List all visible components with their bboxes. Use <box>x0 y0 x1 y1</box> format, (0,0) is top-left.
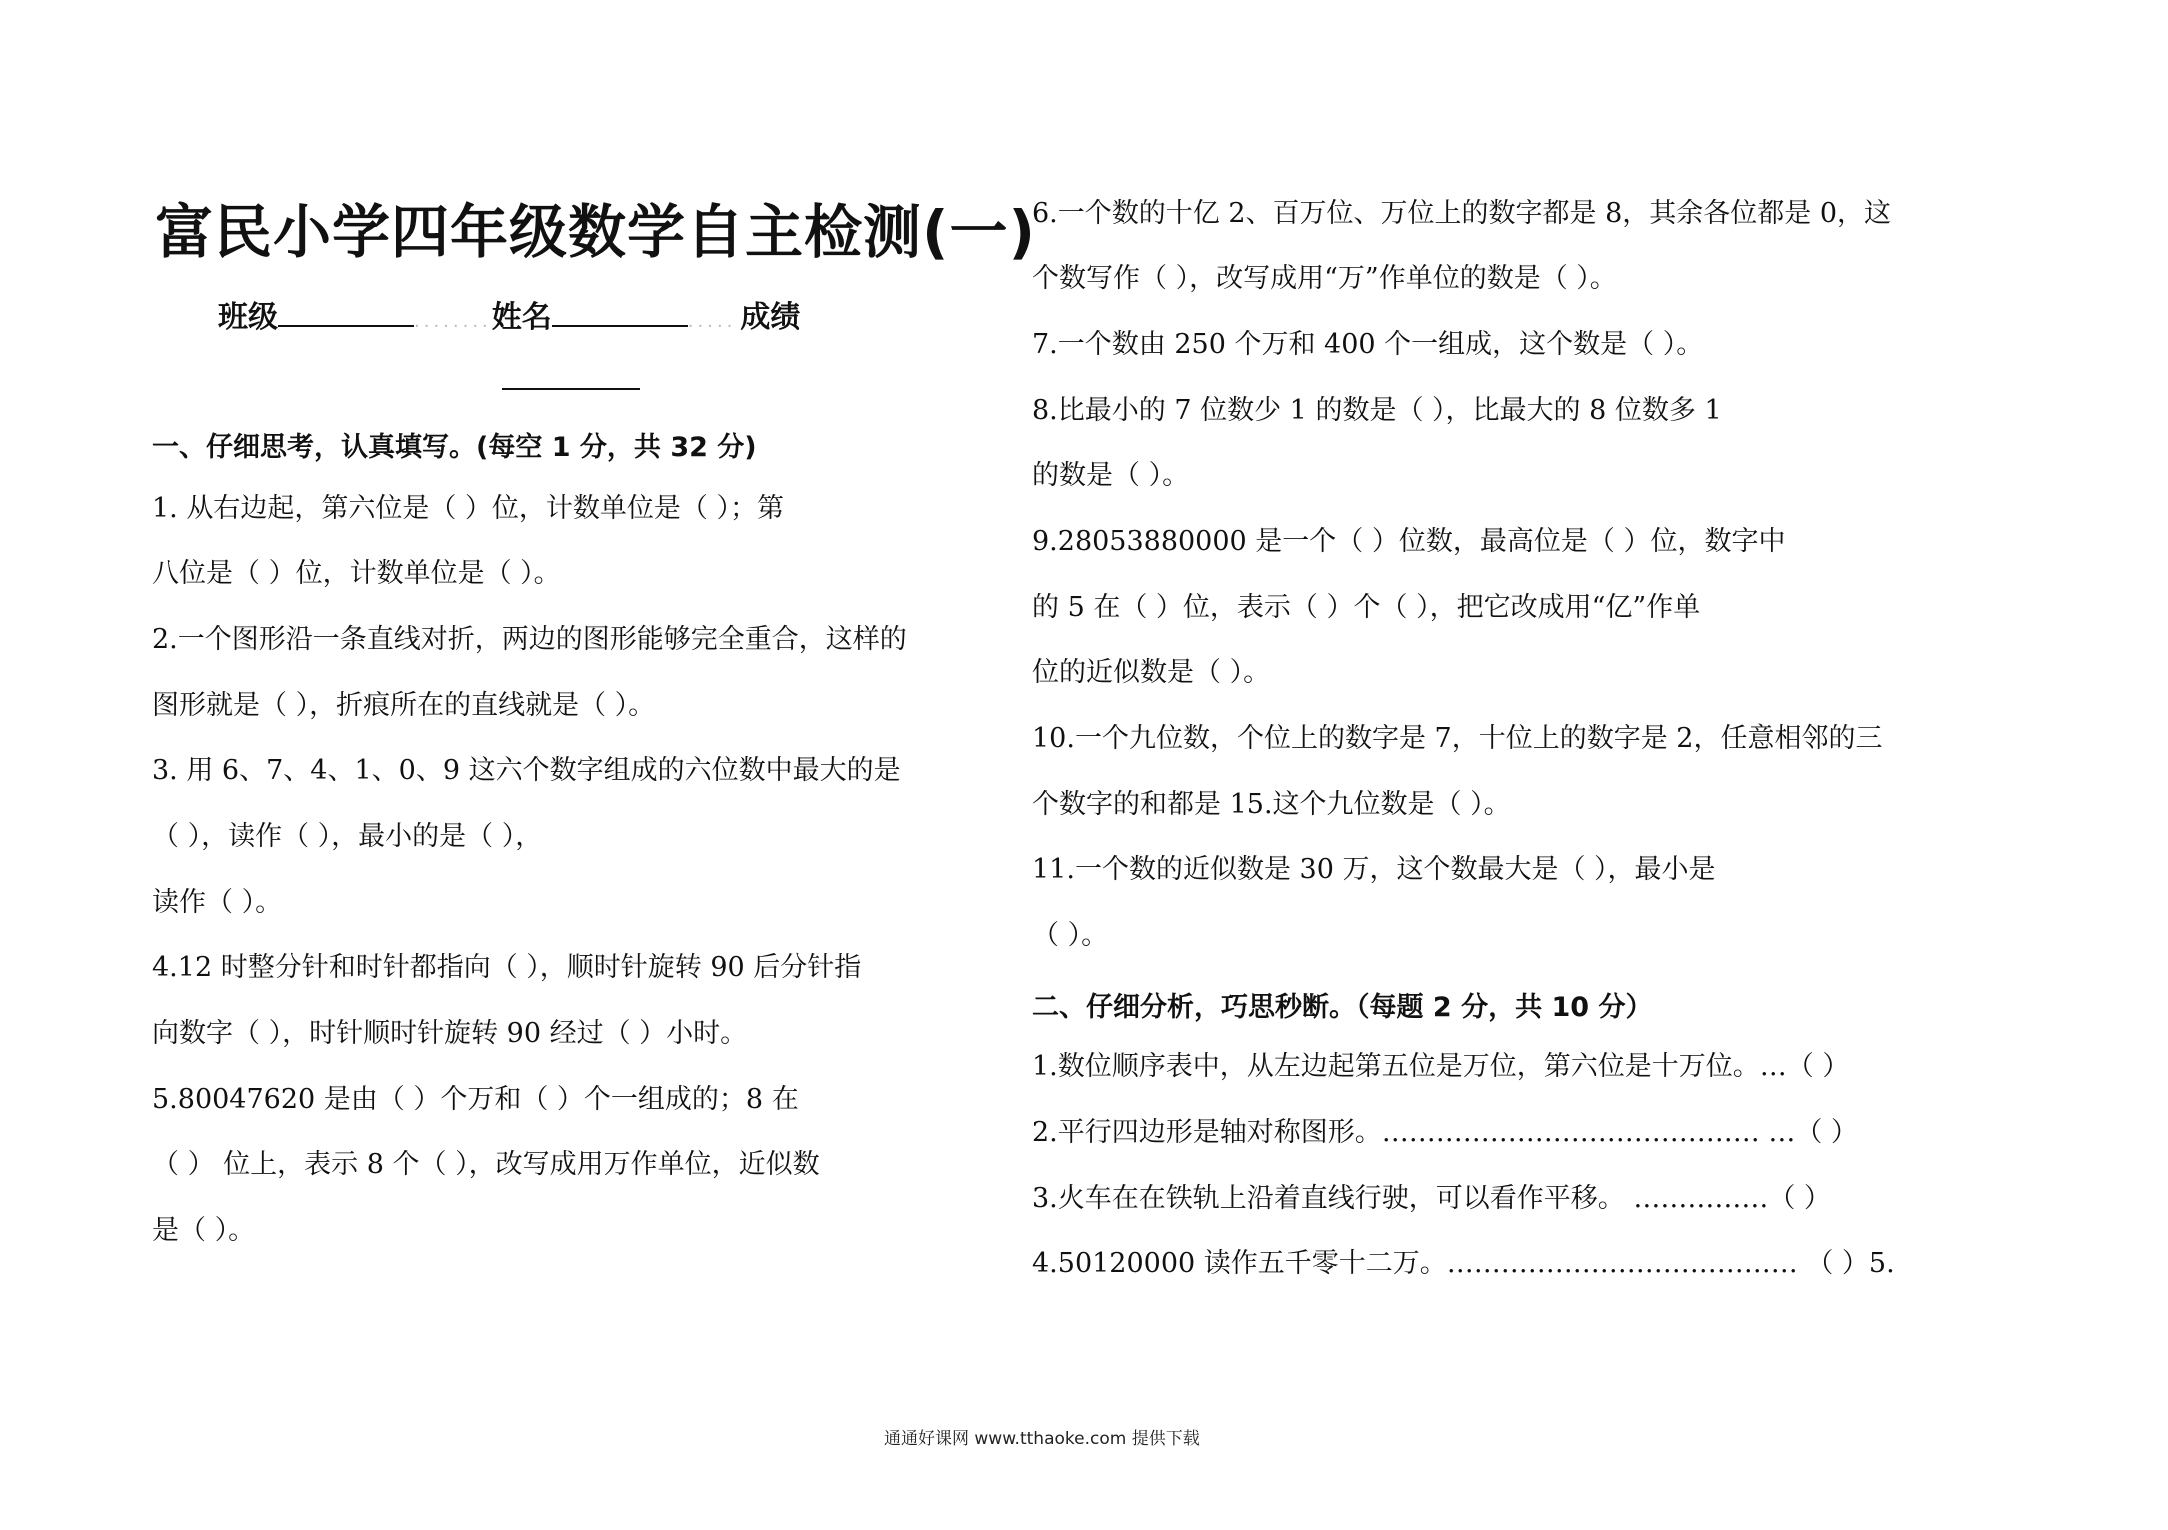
section2-heading: 二、仔细分析，巧思秒断。（每题 2 分，共 10 分） <box>1032 992 1653 1023</box>
judge-2: 2.平行四边形是轴对称图形。…………………………………… …（ ） <box>1032 1117 1858 1148</box>
q9-line-1: 9.28053880000 是一个（ ）位数，最高位是（ ）位，数字中 <box>1032 526 1786 557</box>
student-info-line <box>218 292 978 336</box>
class-blank[interactable] <box>278 299 414 327</box>
name-blank[interactable] <box>552 299 688 327</box>
q9-line-2: 的 5 在（ ）位，表示（ ）个（ ），把它改成用“亿”作单 <box>1032 592 1701 623</box>
q2-line-2: 图形就是（ ），折痕所在的直线就是（ ）。 <box>152 690 656 721</box>
q5-line-2: （ ） 位上，表示 8 个（ ），改写成用万作单位，近似数 <box>152 1149 820 1180</box>
judge-3: 3.火车在在铁轨上沿着直线行驶，可以看作平移。 ……………（ ） <box>1032 1183 1831 1214</box>
score-blank[interactable] <box>502 388 640 390</box>
q11-line-1: 11.一个数的近似数是 30 万，这个数最大是（ ），最小是 <box>1032 854 1716 885</box>
section1-heading: 一、仔细思考，认真填写。(每空 1 分，共 32 分) <box>152 432 757 463</box>
q10-line-1: 10.一个九位数，个位上的数字是 7，十位上的数字是 2，任意相邻的三 <box>1032 723 1883 754</box>
q1-line-1: 1. 从右边起，第六位是（ ）位，计数单位是（ ）；第 <box>152 493 785 524</box>
q6-line-1: 6.一个数的十亿 2、百万位、万位上的数字都是 8，其余各位都是 0，这 <box>1032 198 1892 229</box>
footer-source: 通通好课网 www.tthaoke.com 提供下载 <box>884 1429 1200 1449</box>
q1-line-2: 八位是（ ）位，计数单位是（ ）。 <box>152 558 561 589</box>
q5-line-1: 5.80047620 是由（ ）个万和（ ）个一组成的；8 在 <box>152 1084 799 1115</box>
q2-line-1: 2.一个图形沿一条直线对折，两边的图形能够完全重合，这样的 <box>152 624 907 655</box>
dot-leader: ..... <box>687 311 737 332</box>
q9-line-3: 位的近似数是（ ）。 <box>1032 657 1271 688</box>
q3-line-1: 3. 用 6、7、4、1、0、9 这六个数字组成的六位数中最大的是 <box>152 755 901 786</box>
q8-line-1: 8.比最小的 7 位数少 1 的数是（ ），比最大的 8 位数多 1 <box>1032 395 1722 426</box>
name-label: 姓名 <box>491 300 552 335</box>
judge-1: 1.数位顺序表中，从左边起第五位是万位，第六位是十万位。…（ ） <box>1032 1051 1850 1082</box>
class-label: 班级 <box>218 300 278 335</box>
q8-line-2: 的数是（ ）。 <box>1032 460 1190 491</box>
dot-leader: ........ <box>414 311 492 332</box>
score-label: 成绩 <box>740 300 801 335</box>
q3-line-3: 读作（ ）。 <box>152 887 283 918</box>
q5-line-3: 是（ ）。 <box>152 1215 256 1246</box>
q4-line-1: 4.12 时整分针和时针都指向（ ），顺时针旋转 90 后分针指 <box>152 952 862 983</box>
q4-line-2: 向数字（ ），时针顺时针旋转 90 经过（ ）小时。 <box>152 1018 748 1049</box>
judge-4: 4.50120000 读作五千零十二万。………………………………… （ ）5. <box>1032 1248 1895 1279</box>
page-title: 富民小学四年级数学自主检测(一) <box>155 198 1037 266</box>
q7-line: 7.一个数由 250 个万和 400 个一组成，这个数是（ ）。 <box>1032 329 1704 360</box>
q11-line-2: （ ）。 <box>1032 920 1109 951</box>
q6-line-2: 个数写作（ ），改写成用“万”作单位的数是（ ）。 <box>1032 263 1617 294</box>
q10-line-2: 个数字的和都是 15.这个九位数是（ ）。 <box>1032 789 1511 820</box>
q3-line-2: （ ），读作（ ），最小的是（ ）， <box>152 821 543 852</box>
